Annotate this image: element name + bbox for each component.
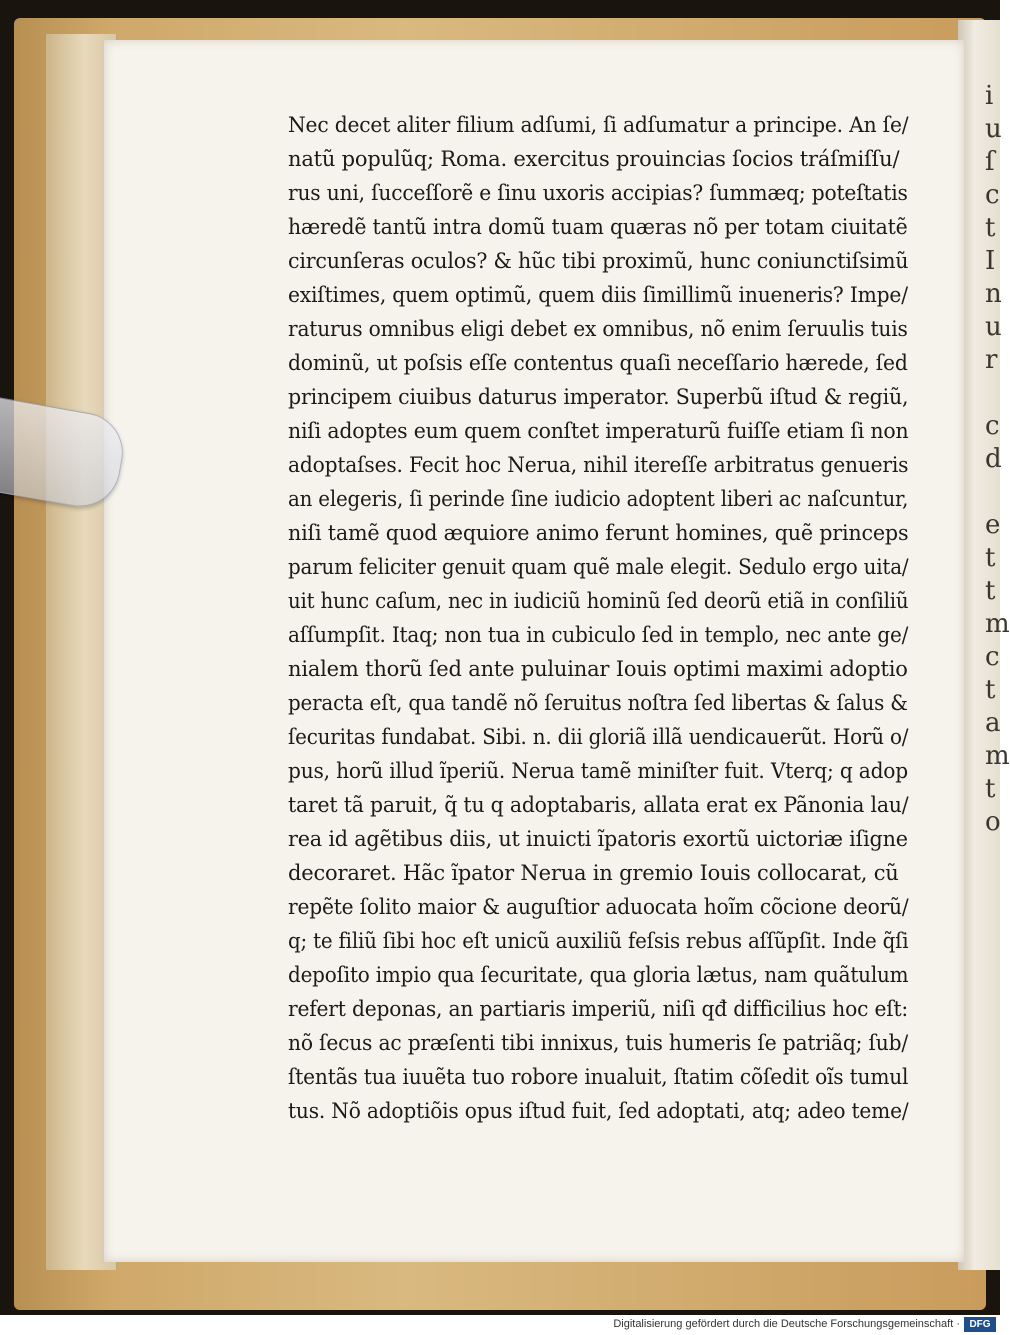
text-line: Nec decet aliter filium adſumi, ſi adſumatur a principe. An ſe/ [288, 113, 909, 137]
text-line: parum feliciter genuit quam quẽ male elegit. Sedulo ergo uita/ [288, 555, 909, 579]
text-line: circunſeras oculos? & hũc tibi proximũ, hunc coniunctiſsimũ [288, 249, 909, 273]
text-line: hæredẽ tantũ intra domũ tuam quæras nõ per totam ciuitatẽ [288, 215, 908, 239]
page-text [288, 108, 908, 1128]
funding-credit: Digitalisierung gefördert durch die Deutsche Forschungsgemeinschaft · [613, 1318, 960, 1330]
text-line: repẽte ſolito maior & auguſtior aduocata hoĩm cõcione deorũ/ [288, 895, 909, 919]
text-line: adoptaſses. Fecit hoc Nerua, nihil itereſſe arbitratus genueris [288, 453, 909, 477]
text-line: tus. Nõ adoptiõis opus iſtud fuit, ſed adoptati, atq; adeo teme/ [288, 1099, 909, 1123]
text-line: principem ciuibus daturus imperator. Superbũ iſtud & regiũ, [288, 385, 909, 409]
text-line: dominũ, ut poſsis eſſe contentus quaſi neceſſario hærede, ſed [288, 351, 908, 375]
text-line: niſi adoptes eum quem conſtet imperaturũ fuiſſe etiam ſi non [288, 419, 909, 443]
text-line: refert deponas, an partiaris imperiũ, niſi qđ difficilius hoc eſt: [288, 997, 909, 1021]
dfg-logo: DFG [964, 1317, 996, 1332]
text-line: niſi tamẽ quod æquiore animo ferunt homines, quẽ princeps [288, 521, 909, 545]
text-line: taret tã paruit, q̃ tu q adoptabaris, allata erat ex Pãnonia lau/ [288, 793, 909, 817]
text-line: pus, horũ illud ĩperiũ. Nerua tamẽ miniſter fuit. Vterq; q adop [288, 759, 908, 783]
text-line: q; te filiũ ſibi hoc eſt unicũ auxiliũ feſsis rebus aſſũpſit. Inde q̃ſi [288, 929, 909, 953]
text-line: decoraret. Hãc ĩpator Nerua in gremio Iouis collocarat, cũ [288, 861, 899, 885]
footer-bar [0, 1315, 1000, 1335]
text-line: ſtentãs tua iuuẽta tuo robore inualuit, ſtatim cõſedit oĩs tumul [288, 1065, 909, 1089]
text-line: aſſumpſit. Itaq; non tua in cubiculo ſed in templo, nec ante ge/ [288, 623, 909, 647]
text-line: ſecuritas fundabat. Sibi. n. dii gloriã illã uendicauerũt. Horũ o/ [288, 725, 909, 749]
text-line: peracta eſt, qua tandẽ nõ ſeruitus noſtra ſed libertas & ſalus & [288, 691, 908, 715]
text-line: nõ ſecus ac præſenti tibi innixus, tuis humeris ſe patriãq; ſub/ [288, 1031, 908, 1055]
text-line: exiſtimes, quem optimũ, quem diis ſimillimũ inueneris? Impe/ [288, 283, 908, 307]
text-line: natũ populũq; Roma. exercitus prouincias ſocios tráſmiſſu/ [288, 147, 900, 171]
facing-page-text: i u ſ c t I n u r c d e t t m c t a m t o [985, 81, 1010, 837]
text-line: raturus omnibus eligi debet ex omnibus, nõ enim ſeruulis tuis [288, 317, 908, 341]
text-line: an elegeris, ſi perinde ſine iudicio adoptent liberi ac naſcuntur, [288, 487, 909, 511]
text-line: uit hunc caſum, nec in iudiciũ hominũ ſed deorũ etiã in conſiliũ [288, 589, 909, 613]
text-line: rus uni, ſucceſſorẽ e ſinu uxoris accipias? ſummæq; poteſtatis [288, 181, 908, 205]
text-line: depoſito impio qua ſecuritate, qua gloria lætus, nam quãtulum [288, 963, 909, 987]
text-line: nialem thorũ ſed ante puluinar Iouis optimi maximi adoptio [288, 657, 908, 681]
text-line: rea id agẽtibus diis, ut inuicti ĩpatoris exortũ uictoriæ iſigne [288, 827, 908, 851]
